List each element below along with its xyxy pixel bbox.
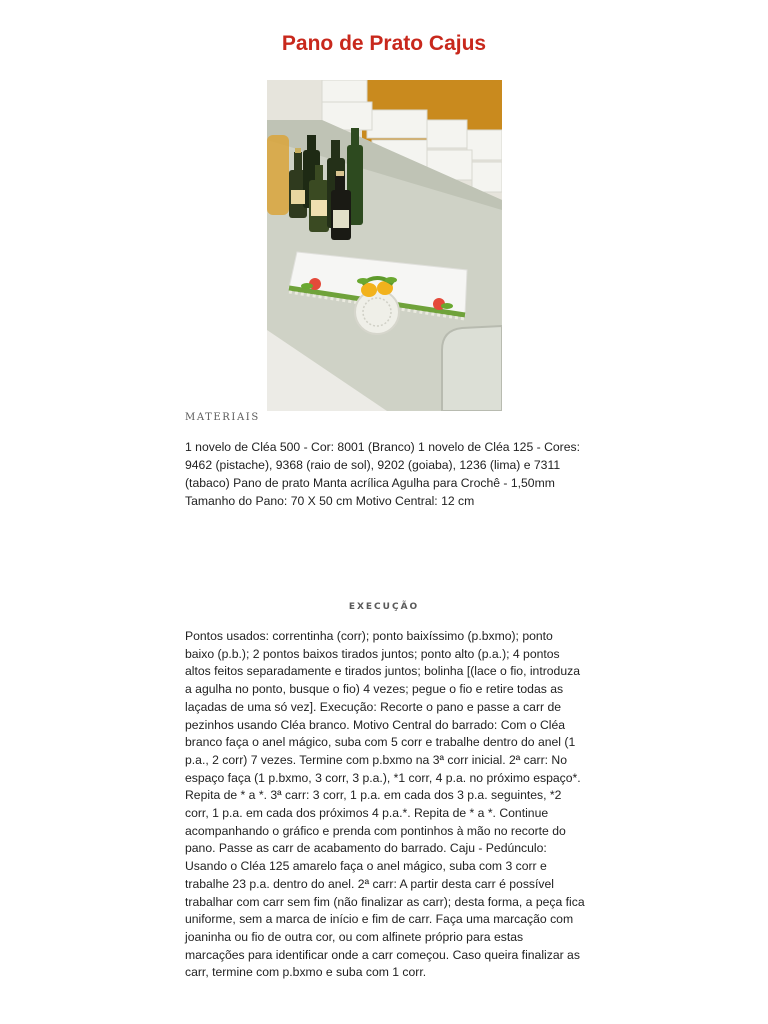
materials-text: 1 novelo de Cléa 500 - Cor: 8001 (Branco) 1 novelo de Cléa 125 - Cores: 9462 (pistache), 9368 (raio de sol), 9202 (goiaba), 1236 (lima) e 7311 (tabaco) Pano de prato Manta acrílica Agulha para Crochê - 1,50mm Tamanho do Pano: 70 X 50 cm Motivo Central: 12 cm	[185, 440, 580, 508]
product-photo	[267, 80, 502, 411]
execution-text: Pontos usados: correntinha (corr); ponto baixíssimo (p.bxmo); ponto baixo (p.b.); 2 pontos baixos tirados juntos; ponto alto (p.a.); 4 pontos altos feitos separadamente e tirados juntos; bolinha [(lace o fio, introduza a agulha no ponto, busque o fio) 4 vezes; pegue o fio e retire todas as laçadas de uma só vez]. Execução: Recorte o pano e passe a carr de pezinhos usando Cléa branco. Motivo Central do barrado: Com o Cléa branco faça o anel mágico, suba com 5 corr e trabalhe dentro do anel (1 p.a., 2 corr) 7 vezes. Termine com p.bxmo na 3ª corr inicial. 2ª carr: No espaço faça (1 p.bxmo, 3 corr, 3 p.a.), *1 corr, 4 p.a. no próximo espaço*. Repita de * a *. 3ª carr: 3 corr, 1 p.a. em cada dos 3 p.a. seguintes, *2 corr, 1 p.a. em cada dos próximos 4 p.a.*. Repita de * a *. Continue acompanhando o gráfico e prenda com pontinhos à mão no recorte do pano. Passe as carr de acabamento do barrado. Caju - Pedúnculo: Usando o Cléa 125 amarelo faça o anel mágico, suba com 3 corr e trabalhe 23 p.a. dentro do anel. 2ª carr: A partir desta carr é possível trabalhar com carr sem fim (não finalizar as carr); desta forma, a peça fica uniforme, sem a marca de início e fim de carr. Faça uma marcação com joaninha ou fio de outra cor, ou com alfinete próprio para estas marcações para identificar onde a carr começou. Caso queira finalizar as carr, termine com p.bxmo e suba com 1 corr.	[185, 629, 585, 980]
execution-heading: EXECUÇÃO	[348, 602, 420, 612]
materials-heading: MATERIAIS	[185, 412, 260, 423]
page-title: Pano de Prato Cajus	[281, 32, 487, 55]
